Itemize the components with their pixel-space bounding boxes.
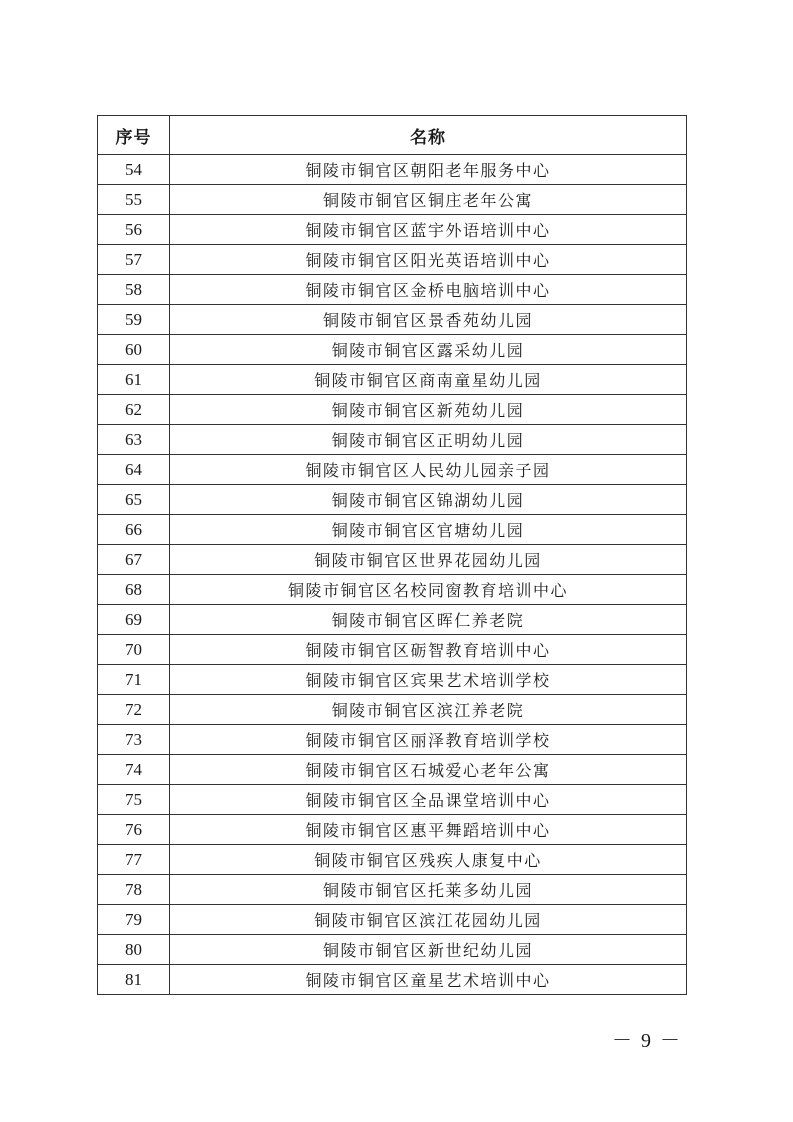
row-name: 铜陵市铜官区全品课堂培训中心 xyxy=(170,785,687,815)
row-name: 铜陵市铜官区阳光英语培训中心 xyxy=(170,245,687,275)
row-name: 铜陵市铜官区金桥电脑培训中心 xyxy=(170,275,687,305)
table-row xyxy=(98,935,687,965)
row-seq: 71 xyxy=(98,665,170,695)
table-row xyxy=(98,155,687,185)
table-row xyxy=(98,545,687,575)
row-name: 铜陵市铜官区宾果艺术培训学校 xyxy=(170,665,687,695)
row-name: 铜陵市铜官区石城爱心老年公寓 xyxy=(170,755,687,785)
table-row xyxy=(98,455,687,485)
row-name: 铜陵市铜官区蓝宇外语培训中心 xyxy=(170,215,687,245)
row-name: 铜陵市铜官区露采幼儿园 xyxy=(170,335,687,365)
row-seq: 59 xyxy=(98,305,170,335)
table-row xyxy=(98,665,687,695)
row-name: 铜陵市铜官区童星艺术培训中心 xyxy=(170,965,687,995)
row-seq: 72 xyxy=(98,695,170,725)
row-name: 铜陵市铜官区新世纪幼儿园 xyxy=(170,935,687,965)
row-name: 铜陵市铜官区世界花园幼儿园 xyxy=(170,545,687,575)
row-seq: 62 xyxy=(98,395,170,425)
row-name: 铜陵市铜官区残疾人康复中心 xyxy=(170,845,687,875)
header-seq: 序号 xyxy=(98,116,170,155)
table-row xyxy=(98,965,687,995)
table-row xyxy=(98,305,687,335)
row-name: 铜陵市铜官区景香苑幼儿园 xyxy=(170,305,687,335)
row-seq: 76 xyxy=(98,815,170,845)
row-seq: 79 xyxy=(98,905,170,935)
table-row xyxy=(98,905,687,935)
table-row xyxy=(98,335,687,365)
row-name: 铜陵市铜官区锦湖幼儿园 xyxy=(170,485,687,515)
table-row xyxy=(98,575,687,605)
row-name: 铜陵市铜官区正明幼儿园 xyxy=(170,425,687,455)
table-row xyxy=(98,875,687,905)
table-row xyxy=(98,485,687,515)
table-row xyxy=(98,845,687,875)
row-name: 铜陵市铜官区朝阳老年服务中心 xyxy=(170,155,687,185)
row-seq: 56 xyxy=(98,215,170,245)
row-seq: 77 xyxy=(98,845,170,875)
row-seq: 65 xyxy=(98,485,170,515)
row-seq: 68 xyxy=(98,575,170,605)
row-seq: 80 xyxy=(98,935,170,965)
row-seq: 60 xyxy=(98,335,170,365)
row-name: 铜陵市铜官区新苑幼儿园 xyxy=(170,395,687,425)
page-number: － 9 － xyxy=(612,1030,682,1052)
table-header-row xyxy=(98,116,687,155)
row-seq: 55 xyxy=(98,185,170,215)
row-seq: 74 xyxy=(98,755,170,785)
row-seq: 70 xyxy=(98,635,170,665)
organization-table xyxy=(97,115,687,995)
row-seq: 58 xyxy=(98,275,170,305)
table-row xyxy=(98,245,687,275)
row-seq: 54 xyxy=(98,155,170,185)
row-seq: 73 xyxy=(98,725,170,755)
row-seq: 66 xyxy=(98,515,170,545)
row-name: 铜陵市铜官区惠平舞蹈培训中心 xyxy=(170,815,687,845)
row-seq: 64 xyxy=(98,455,170,485)
row-name: 铜陵市铜官区人民幼儿园亲子园 xyxy=(170,455,687,485)
table-body xyxy=(98,155,687,995)
table-row xyxy=(98,515,687,545)
row-seq: 63 xyxy=(98,425,170,455)
header-name: 名称 xyxy=(170,116,687,155)
table-row xyxy=(98,785,687,815)
row-seq: 75 xyxy=(98,785,170,815)
table-row xyxy=(98,635,687,665)
row-seq: 61 xyxy=(98,365,170,395)
table-row xyxy=(98,815,687,845)
table-row xyxy=(98,365,687,395)
table-row xyxy=(98,275,687,305)
table-row xyxy=(98,725,687,755)
row-seq: 57 xyxy=(98,245,170,275)
table-row xyxy=(98,605,687,635)
row-name: 铜陵市铜官区名校同窗教育培训中心 xyxy=(170,575,687,605)
table-row xyxy=(98,425,687,455)
row-seq: 67 xyxy=(98,545,170,575)
table-row xyxy=(98,395,687,425)
row-name: 铜陵市铜官区铜庄老年公寓 xyxy=(170,185,687,215)
row-seq: 81 xyxy=(98,965,170,995)
table-row xyxy=(98,185,687,215)
row-name: 铜陵市铜官区官塘幼儿园 xyxy=(170,515,687,545)
row-name: 铜陵市铜官区丽泽教育培训学校 xyxy=(170,725,687,755)
row-name: 铜陵市铜官区托莱多幼儿园 xyxy=(170,875,687,905)
table-row xyxy=(98,695,687,725)
row-seq: 69 xyxy=(98,605,170,635)
row-name: 铜陵市铜官区砺智教育培训中心 xyxy=(170,635,687,665)
row-name: 铜陵市铜官区滨江花园幼儿园 xyxy=(170,905,687,935)
table-row xyxy=(98,755,687,785)
row-name: 铜陵市铜官区滨江养老院 xyxy=(170,695,687,725)
table-row xyxy=(98,215,687,245)
row-seq: 78 xyxy=(98,875,170,905)
row-name: 铜陵市铜官区商南童星幼儿园 xyxy=(170,365,687,395)
row-name: 铜陵市铜官区晖仁养老院 xyxy=(170,605,687,635)
